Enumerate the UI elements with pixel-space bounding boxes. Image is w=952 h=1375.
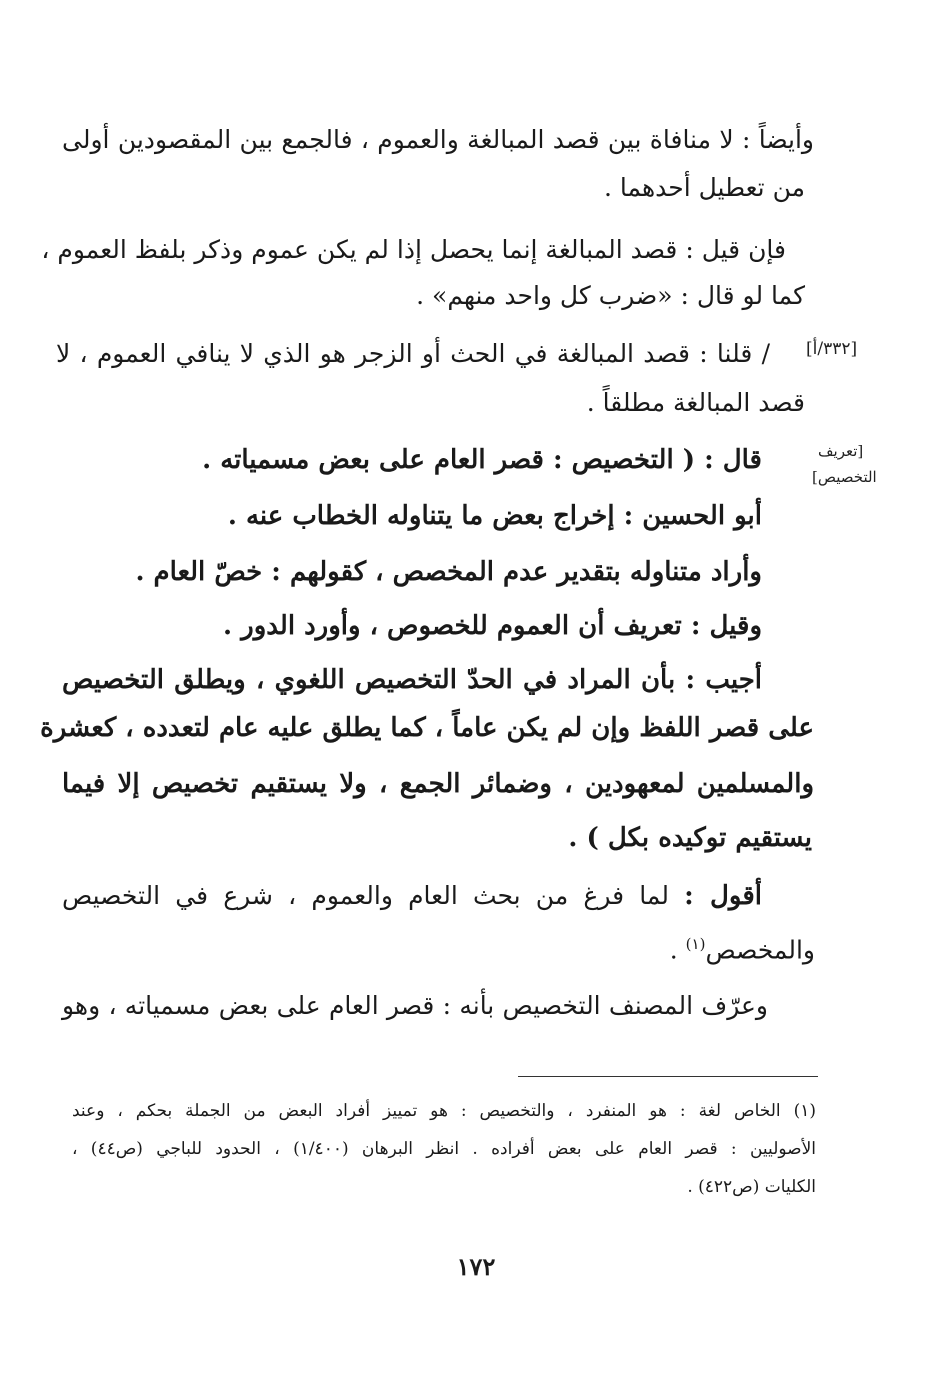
paragraph-line: وأيضاً : لا منافاة بين قصد المبالغة والعموم ، فالجمع بين المقصودين أولى — [62, 125, 814, 154]
quoted-text-line: على قصر اللفظ وإن لم يكن عاماً ، كما يطلق عليه عام لتعدده ، كعشرة — [40, 713, 814, 743]
footnote-line: الكليات (ص٤٢٢) . — [687, 1177, 816, 1197]
footnote-line: (١) الخاص لغة : هو المنفرد ، والتخصيص : هو تمييز أفراد البعض من الجملة بحكم ، وعند — [72, 1101, 816, 1121]
quoted-text-line: أبو الحسين : إخراج بعض ما يتناوله الخطاب عنه . — [227, 501, 762, 531]
quoted-text-line: وقيل : تعريف أن العموم للخصوص ، وأورد الدور . — [223, 611, 762, 641]
paragraph-line: كما لو قال : «ضرب كل واحد منهم» . — [416, 281, 805, 310]
commentary-text: لما فرغ من بحث العام والعموم ، شرع في التخصيص — [62, 881, 669, 910]
commentary-line — [62, 876, 762, 916]
commentary-text: . — [669, 935, 686, 965]
commentary-line: وعرّف المصنف التخصيص بأنه : قصر العام على بعض مسمياته ، وهو — [62, 991, 768, 1020]
margin-note-section: التخصيص] — [812, 468, 877, 486]
quoted-text-line: يستقيم توكيده بكل ) . — [568, 823, 812, 853]
quoted-text-line: والمسلمين لمعهودين ، وضمائر الجمع ، ولا يستقيم تخصيص إلا فيما — [62, 769, 814, 799]
footnote-separator — [518, 1076, 818, 1077]
margin-note-section: [تعريف — [818, 442, 864, 460]
quoted-text-line: أجيب : بأن المراد في الحدّ التخصيص اللغوي ، ويطلق التخصيص — [62, 665, 762, 695]
commentary-text: والمخصص — [705, 935, 815, 965]
commentary-label: أقول : — [684, 881, 763, 911]
footnote-reference[interactable]: (١) — [685, 935, 706, 953]
paragraph-line: / قلنا : قصد المبالغة في الحث أو الزجر هو الذي لا ينافي العموم ، لا — [56, 339, 770, 368]
paragraph-line: من تعطيل أحدهما . — [604, 173, 805, 202]
footnote-line: الأصوليين : قصر العام على بعض أفراده . انظر البرهان (١/٤٠٠) ، الحدود للباجي (ص٤٤) ، — [72, 1139, 817, 1159]
commentary-line — [670, 924, 815, 970]
quoted-text-line: قال : ( التخصيص : قصر العام على بعض مسمياته . — [202, 445, 762, 475]
paragraph-line: فإن قيل : قصد المبالغة إنما يحصل إذا لم يكن عموم وذكر بلفظ العموم ، — [41, 235, 786, 264]
quoted-text-line: وأراد متناوله بتقدير عدم المخصص ، كقولهم : خصّ العام . — [135, 557, 762, 587]
page-number: ١٧٢ — [456, 1252, 496, 1281]
paragraph-line: قصد المبالغة مطلقاً . — [586, 388, 805, 417]
folio-marker: [٣٣٢/أ] — [806, 339, 858, 359]
